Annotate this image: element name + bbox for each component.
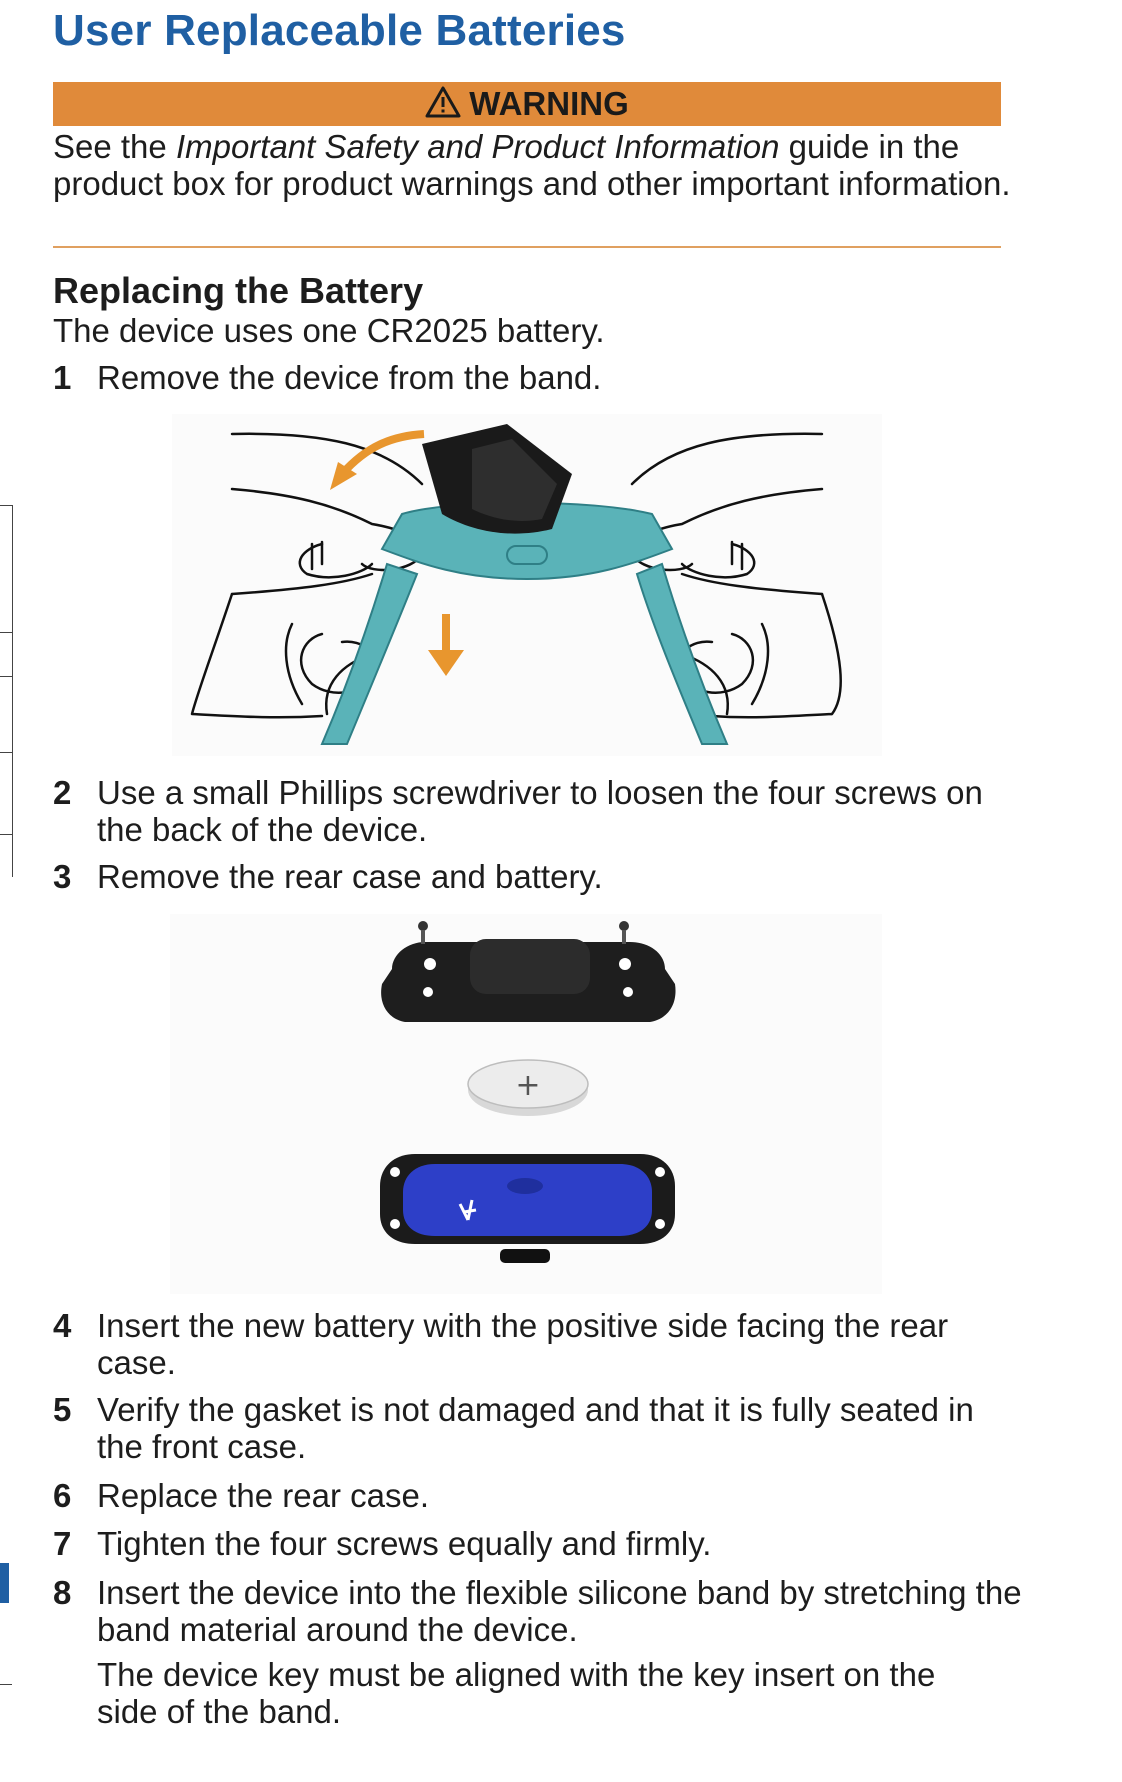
step-5: [53, 1391, 1027, 1465]
warning-triangle-icon: [425, 86, 461, 123]
step-6: [53, 1477, 1027, 1514]
margin-line: [0, 752, 12, 753]
step-number: 1: [53, 359, 72, 396]
step-number: 8: [53, 1574, 72, 1611]
margin-line: [0, 1684, 12, 1685]
margin-marker: [0, 1563, 9, 1603]
margin-line: [12, 505, 13, 877]
page-title: User Replaceable Batteries: [53, 6, 626, 55]
battery-plus-mark: +: [515, 1068, 541, 1103]
section-heading: Replacing the Battery: [53, 270, 424, 311]
step-number: 6: [53, 1477, 72, 1514]
step-text: Tighten the four screws equally and firmly.: [97, 1525, 712, 1562]
figure-remove-device: [172, 414, 882, 756]
step-text: Remove the device from the band.: [97, 359, 602, 396]
step-number: 2: [53, 774, 72, 811]
step-text: Use a small Phillips screwdriver to loosen the four screws on the back of the device.: [97, 774, 983, 848]
margin-line: [0, 632, 12, 633]
figure-rear-case-battery: [170, 914, 882, 1294]
step-text: Verify the gasket is not damaged and that it is fully seated in the front case.: [97, 1391, 974, 1465]
step-number: 3: [53, 858, 72, 895]
step-1: [53, 359, 1027, 396]
step-8: [53, 1574, 1027, 1648]
step-text: Insert the new battery with the positive side facing the rear case.: [97, 1307, 949, 1381]
step-8-note: The device key must be aligned with the key insert on the side of the band.: [97, 1656, 936, 1730]
warning-body: [53, 128, 1013, 202]
section-intro: The device uses one CR2025 battery.: [53, 312, 605, 349]
margin-line: [0, 505, 12, 506]
warning-label: WARNING: [469, 85, 629, 122]
warning-banner: [53, 82, 1001, 126]
step-number: 5: [53, 1391, 72, 1428]
step-number: 4: [53, 1307, 72, 1344]
margin-line: [0, 834, 12, 835]
step-7: [53, 1525, 1027, 1562]
step-2: [53, 774, 1027, 848]
step-text: Insert the device into the flexible silicone band by stretching the band material around the device.: [97, 1574, 1022, 1648]
step-4: [53, 1307, 1027, 1381]
step-text: Replace the rear case.: [97, 1477, 430, 1514]
warning-body-post: guide in the product box for product warnings and other important information.: [53, 128, 1011, 202]
margin-line: [0, 676, 12, 677]
step-number: 7: [53, 1525, 72, 1562]
warning-divider: [53, 246, 1001, 248]
step-text: Remove the rear case and battery.: [97, 858, 603, 895]
warning-body-pre: See the: [53, 128, 176, 165]
step-3: [53, 858, 1027, 895]
warning-guide-title: Important Safety and Product Information: [175, 128, 780, 165]
